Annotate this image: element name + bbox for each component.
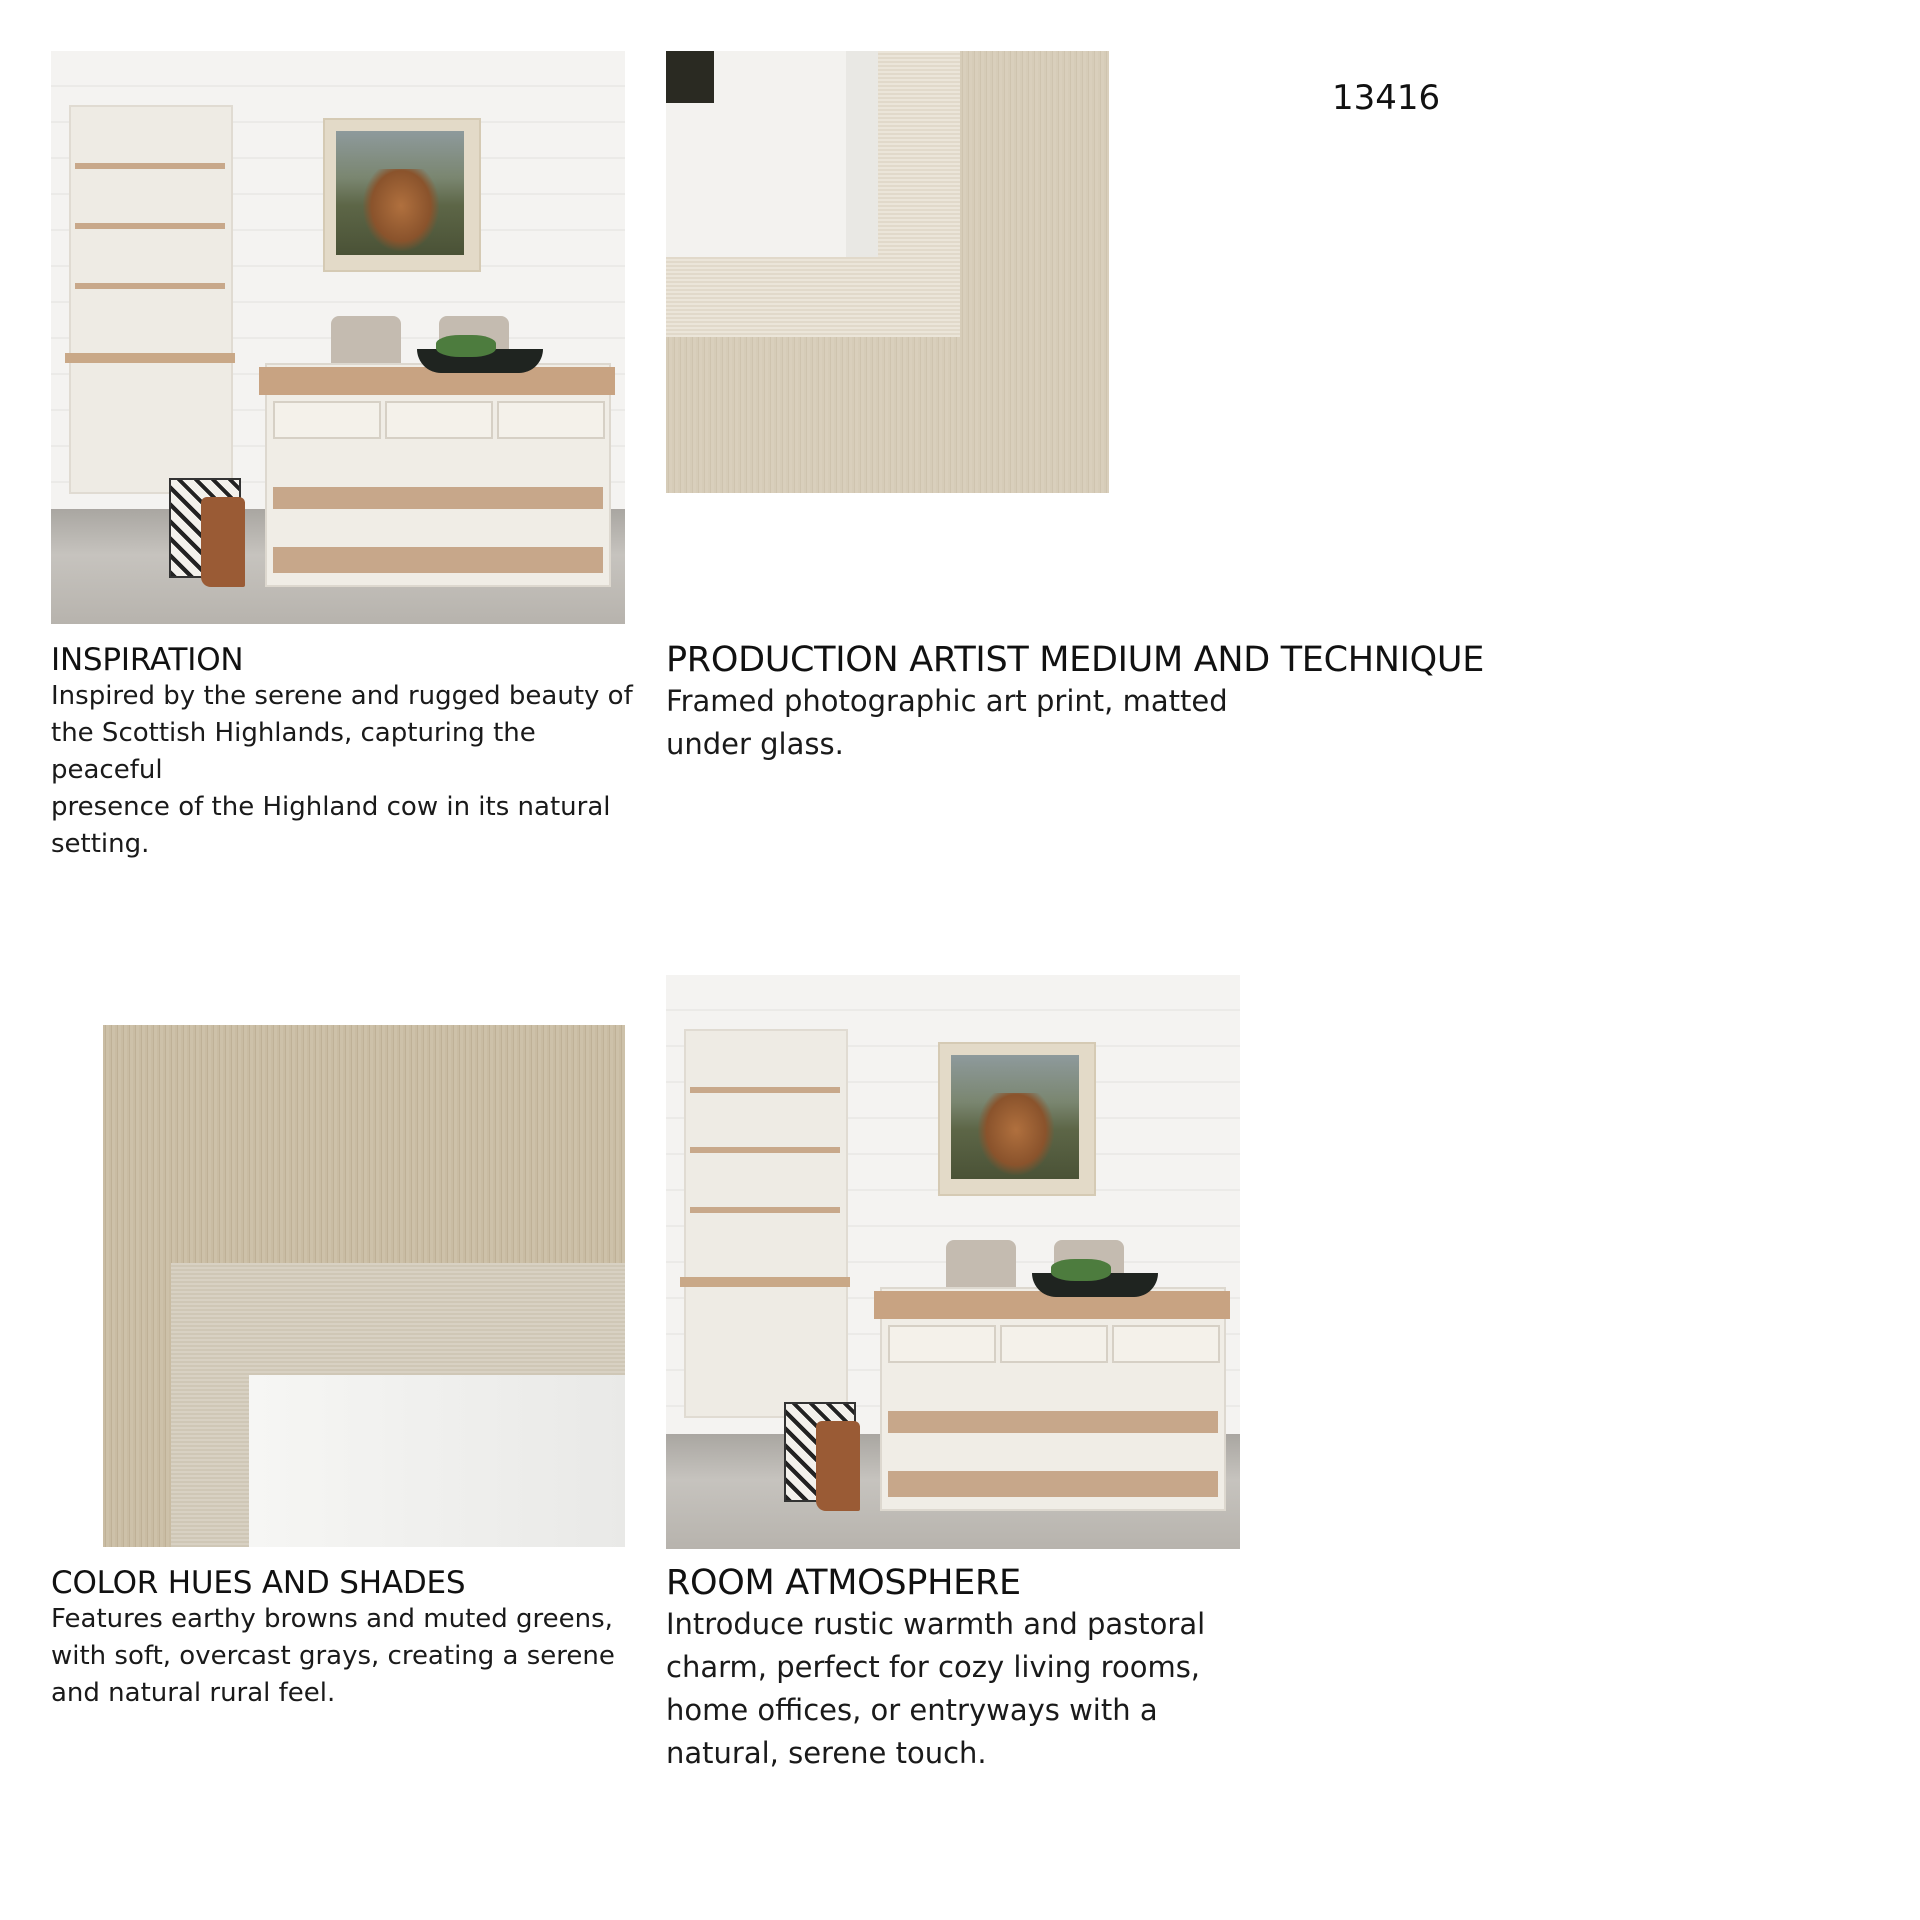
color-line: with soft, overcast grays, creating a serene <box>51 1641 615 1671</box>
room-atmosphere-line: Introduce rustic warmth and pastoral <box>666 1607 1206 1641</box>
production-section <box>666 640 1566 766</box>
color-heading: COLOR HUES AND SHADES <box>51 1565 466 1601</box>
production-line: Framed photographic art print, matted <box>666 684 1228 718</box>
frame-texture-closeup-photo <box>103 1025 625 1547</box>
frame-corner-closeup-photo <box>666 51 1109 493</box>
production-line: under glass. <box>666 727 844 761</box>
inspiration-section <box>51 642 651 863</box>
room-atmosphere-section <box>666 1563 1366 1775</box>
color-line: and natural rural feel. <box>51 1678 336 1708</box>
inspiration-line: Inspired by the serene and rugged beauty of <box>51 681 633 711</box>
inspiration-line: setting. <box>51 829 150 859</box>
room-scene-photo-atmosphere <box>666 975 1240 1549</box>
inspiration-line: the Scottish Highlands, capturing the peaceful <box>51 718 536 785</box>
color-line: Features earthy browns and muted greens, <box>51 1604 613 1634</box>
room-atmosphere-line: charm, perfect for cozy living rooms, <box>666 1650 1201 1684</box>
room-scene-photo-inspiration <box>51 51 625 624</box>
production-heading: PRODUCTION ARTIST MEDIUM AND TECHNIQUE <box>666 640 1485 680</box>
room-atmosphere-line: home offices, or entryways with a <box>666 1693 1158 1727</box>
room-atmosphere-heading: ROOM ATMOSPHERE <box>666 1563 1021 1603</box>
document-number: 13416 <box>1332 78 1441 118</box>
inspiration-line: presence of the Highland cow in its natural <box>51 792 611 822</box>
color-section <box>51 1565 651 1712</box>
room-atmosphere-line: natural, serene touch. <box>666 1736 987 1770</box>
inspiration-heading: INSPIRATION <box>51 642 244 678</box>
